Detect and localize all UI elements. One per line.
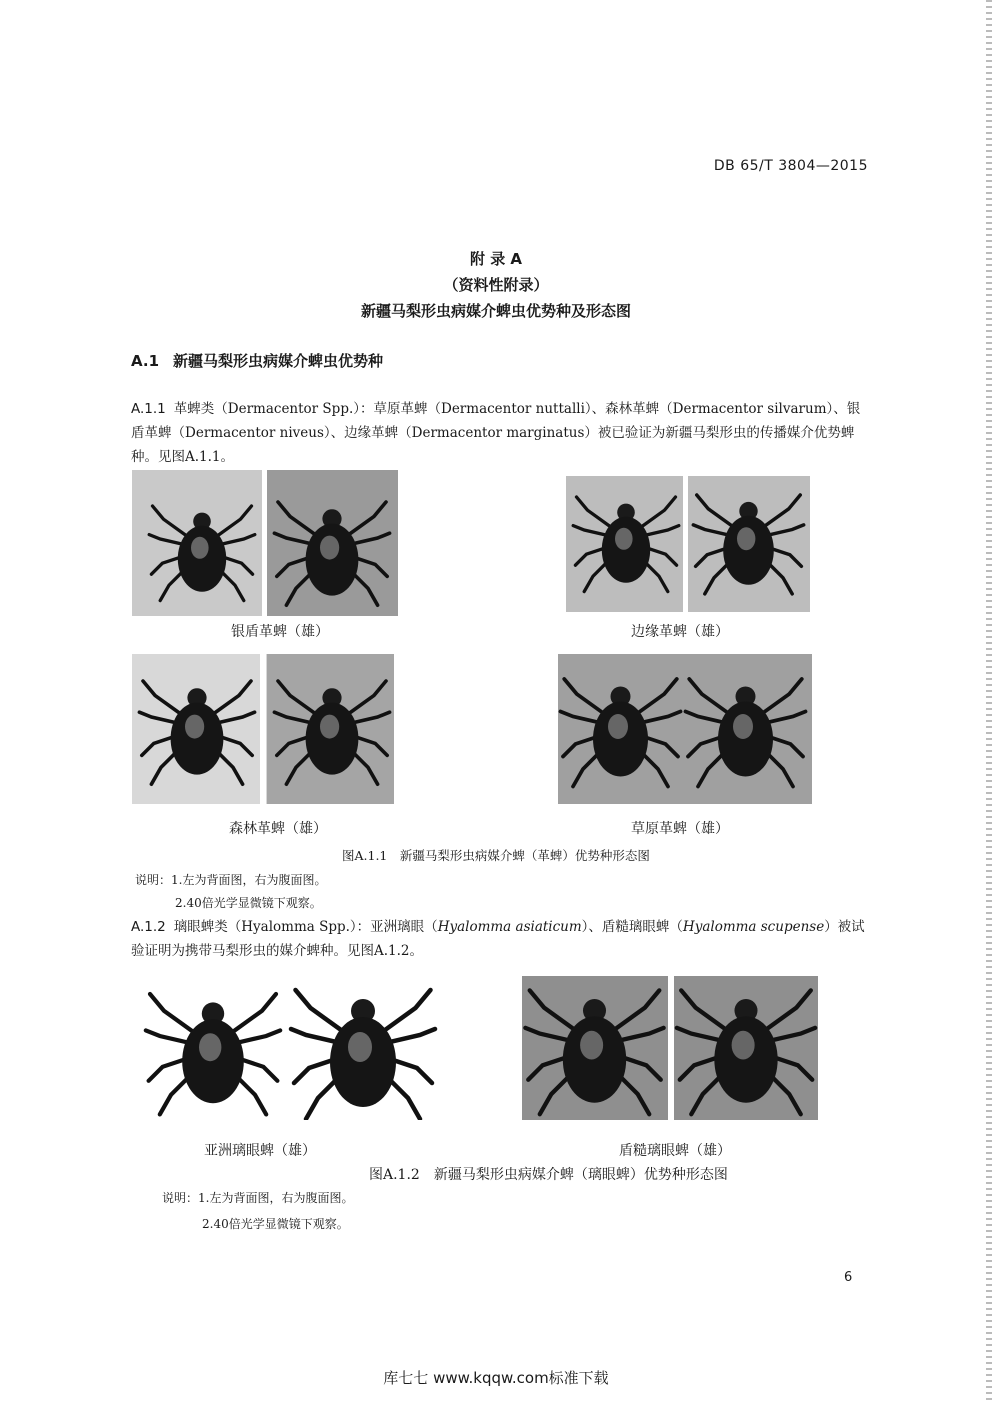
- caption-silvarum: 森林革蜱（雄）: [229, 821, 327, 837]
- figure-a12-note-2: 2.40倍光学显微镜下观察。: [202, 1217, 349, 1231]
- photo-scupense: [522, 976, 818, 1120]
- page-number: 6: [844, 1270, 853, 1285]
- caption-asiaticum: 亚洲璃眼蜱（雄）: [204, 1143, 316, 1159]
- scan-edge: [986, 0, 992, 1403]
- paragraph-a11: [131, 397, 871, 469]
- figure-a11-note-2: 2.40倍光学显微镜下观察。: [175, 896, 322, 910]
- photo-marginatus: [566, 476, 810, 612]
- footer-watermark: 库七七 www.kqqw.com标准下载: [383, 1369, 609, 1387]
- clause-number: A.1.2: [131, 919, 166, 935]
- appendix-title: 新疆马梨形虫病媒介蜱虫优势种及形态图: [360, 302, 631, 320]
- photo-niveus: [132, 470, 398, 616]
- clause-text-3: ）被试验证明为携带马梨形虫的媒介蜱种。见图A.1.2。: [131, 919, 865, 959]
- figure-a12-note-1: 说明：1.左为背面图，右为腹面图。: [162, 1191, 354, 1205]
- clause-text-2: ）、盾糙璃眼蜱（: [581, 919, 683, 935]
- appendix-label: 附 录 A: [469, 250, 523, 268]
- photo-nuttalli: [558, 654, 812, 804]
- section-title: 新疆马梨形虫病媒介蜱虫优势种: [173, 352, 384, 370]
- caption-marginatus: 边缘革蜱（雄）: [631, 624, 729, 640]
- photo-silvarum: [132, 654, 394, 804]
- figure-a11-note-1: 说明：1.左为背面图，右为腹面图。: [135, 873, 327, 887]
- caption-niveus: 银盾革蜱（雄）: [231, 624, 329, 640]
- photo-asiaticum: [143, 980, 443, 1120]
- paragraph-a12: [131, 915, 871, 963]
- clause-text: 革蜱类（Dermacentor Spp.）：草原革蜱（Dermacentor nuttalli）、森林革蜱（Dermacentor silvarum）、银盾革蜱（Dermacentor niveus）、边缘革蜱（Dermacentor marginatus）被已验证为新疆马梨形虫的传播媒介优势蜱种。见图A.1.1。: [131, 401, 861, 465]
- figure-a12-title: 图A.1.2 新疆马梨形虫病媒介蜱（璃眼蜱）优势种形态图: [369, 1167, 728, 1183]
- section-a1-heading: [131, 350, 383, 371]
- appendix-type: （资料性附录）: [443, 276, 549, 294]
- caption-nuttalli: 草原革蜱（雄）: [631, 821, 729, 837]
- clause-text-1: 璃眼蜱类（Hyalomma Spp.）：亚洲璃眼（: [173, 919, 438, 935]
- document-id: DB 65/T 3804—2015: [713, 158, 868, 174]
- section-number: A.1: [131, 352, 160, 370]
- caption-scupense: 盾糙璃眼蜱（雄）: [619, 1143, 731, 1159]
- species-asiaticum: Hyalomma asiaticum: [437, 919, 582, 935]
- clause-number: A.1.1: [131, 401, 166, 417]
- figure-a11-title: 图A.1.1 新疆马梨形虫病媒介蜱（革蜱）优势种形态图: [342, 848, 650, 863]
- species-scupense: Hyalomma scupense: [682, 919, 825, 935]
